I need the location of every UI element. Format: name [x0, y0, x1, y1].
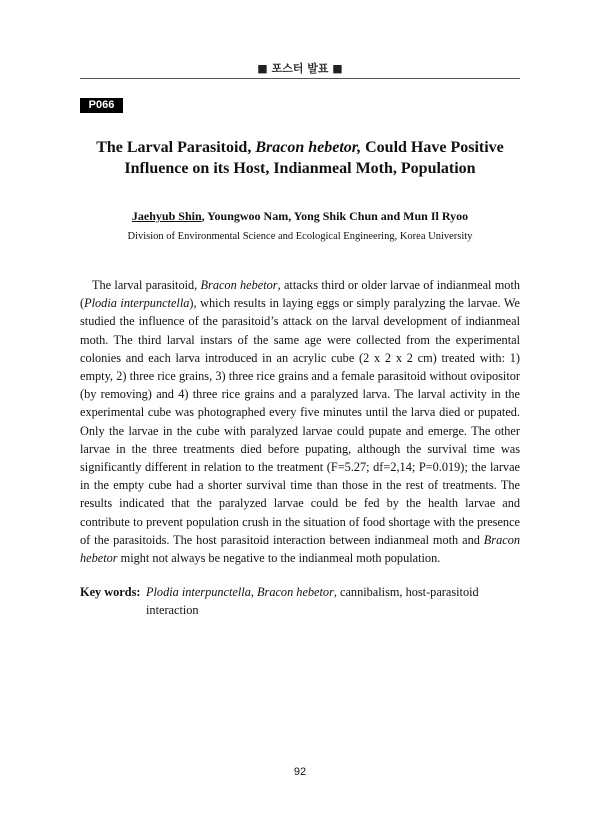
co-authors: , Youngwoo Nam, Yong Shik Chun and Mun Il Ryoo: [201, 209, 469, 223]
abstract-species-3: Bracon hebetor: [80, 532, 520, 566]
page-number: 92: [293, 766, 307, 778]
keyword-2: Bracon hebetor: [257, 585, 334, 599]
title-part-1: The Larval Parasitoid,: [96, 139, 256, 156]
abstract-species-2: Plodia interpunctella: [84, 296, 190, 311]
abstract-text-4: might not always be negative to the indianmeal moth population.: [117, 551, 441, 566]
abstract-text-1: The larval parasitoid,: [92, 278, 201, 292]
abstract-text-2: , attacks third or older larvae of indianmeal moth (: [80, 278, 521, 311]
abstract-species-1: Bracon hebetor: [200, 278, 278, 292]
keywords-label: Key words:: [80, 585, 141, 599]
title-part-2: Could Have Positive Influence on its Host, Indianmeal Moth, Population: [124, 139, 504, 177]
keyword-1: Plodia interpunctella: [146, 585, 251, 599]
title-species: Bracon hebetor,: [255, 139, 362, 156]
abstract-text-3: ), which results in laying eggs or simply paralyzing the larvae. We studied the influence of the parasitoid’s attack on the larval development of indianmeal moth. The third larval instars of the same age were collected from the experimental colonies and each larva introduced in an acrylic cube (2 x 2 x 2 cm) treated with: 1) empty, 2) three rice grains, 3) three rice grains and a female parasitoid without ovipositor (by removing) and 4) three rice grains and a paralyzed larva. The larval activity in the experimental cube was photographed every five minutes until the larva died or pupated. Only the larvae in the cube with paralyzed larvae could pupate and emerge. The other larvae in the three treatments died before pupating, although the survival time was significantly different in relation to the treatment (F=5.27; df=2,14; P=0.019); the larvae in the empty cube had a shorter survival time than those in the rest of treatments. The results indicated that the paralyzed larvae could be fed by the health larvae and contribute to prevent population crush in the situation of food shortage with the presence of the parasitoids. The host parasitoid interaction between indianmeal moth and: [80, 296, 520, 547]
keywords-rest: , cannibalism, host-parasitoid interaction: [146, 585, 479, 617]
first-author: Jaehyub Shin: [131, 209, 202, 223]
keywords-list: [146, 584, 520, 619]
poster-code-badge: P066: [80, 98, 123, 113]
header-divider: [80, 78, 520, 79]
keyword-separator: ,: [250, 585, 258, 599]
paper-title: [80, 137, 520, 179]
affiliation: Division of Environmental Science and Ecological Engineering, Korea University: [127, 231, 473, 242]
abstract-paragraph: [80, 276, 520, 567]
section-header: ■ 포스터 발표 ■: [257, 62, 343, 75]
author-list: [80, 209, 520, 224]
